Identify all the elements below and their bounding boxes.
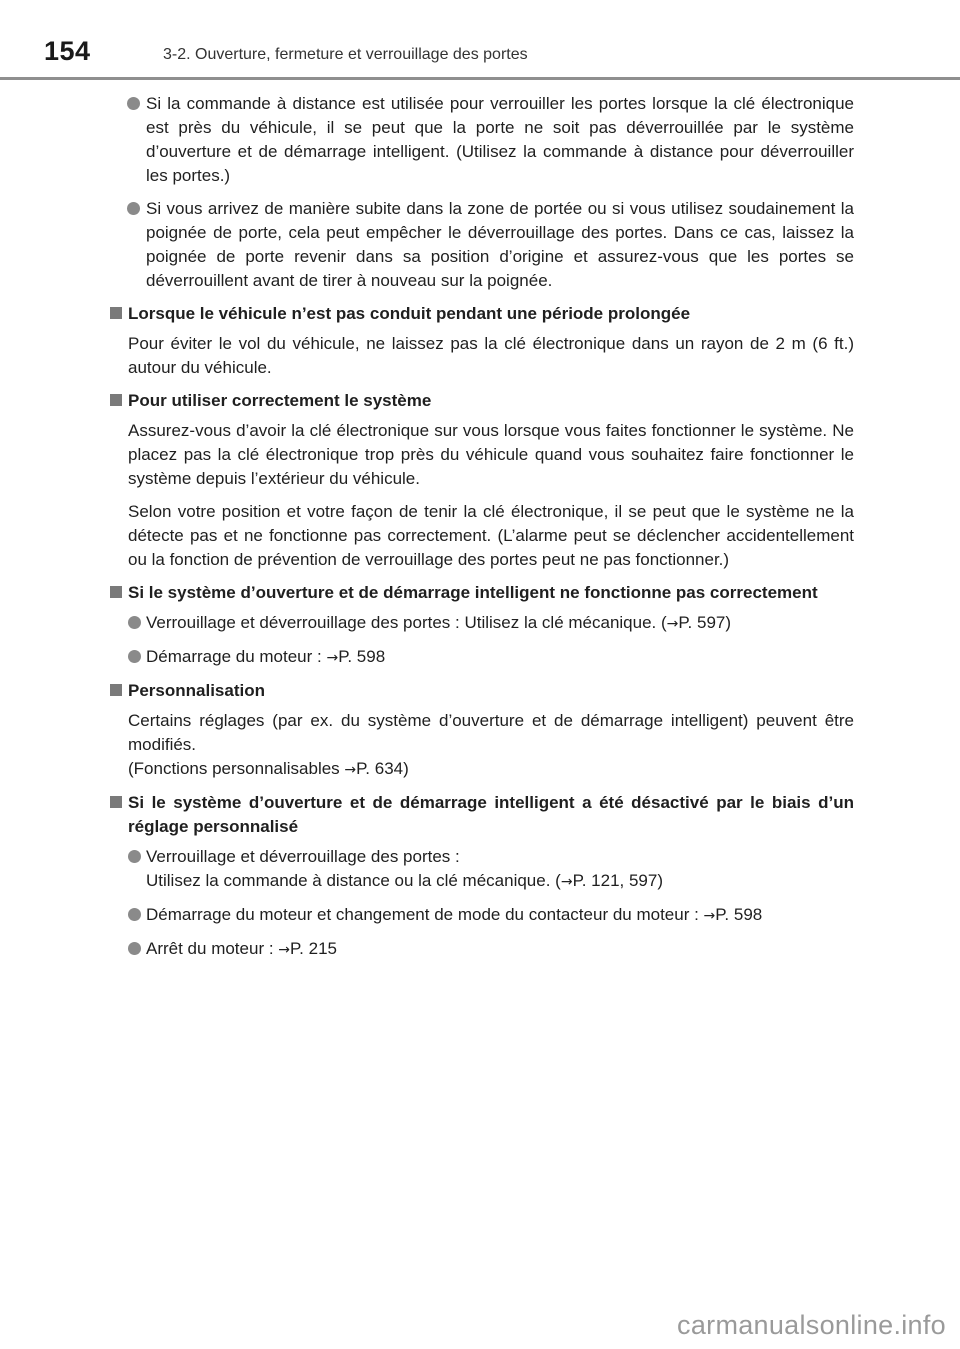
page-content bbox=[106, 92, 854, 971]
section-square-icon bbox=[110, 586, 122, 598]
section-heading bbox=[106, 389, 854, 413]
bullet-text-part: Démarrage du moteur et changement de mode du contacteur du moteur : bbox=[146, 905, 704, 924]
bullet-item bbox=[106, 92, 854, 188]
page-reference[interactable]: P. 598 bbox=[338, 647, 386, 666]
section-heading-text: Si le système d’ouverture et de démarrage intelligent a été désactivé par le biais d’un réglage personnalisé bbox=[128, 793, 854, 836]
paragraph: Pour éviter le vol du véhicule, ne laissez pas la clé électronique dans un rayon de 2 m (6 ft.) autour du véhicule. bbox=[128, 334, 854, 377]
page-reference[interactable]: P. 634) bbox=[356, 759, 409, 778]
page-reference[interactable]: P. 121, 597) bbox=[572, 871, 663, 890]
bullet-text-part: Verrouillage et déverrouillage des portes : Utilisez la clé mécanique. ( bbox=[146, 613, 667, 632]
bullet-text-part: Arrêt du moteur : bbox=[146, 939, 279, 958]
bullet-text-part: Utilisez la commande à distance ou la clé mécanique. ( bbox=[146, 871, 561, 890]
bullet-text bbox=[146, 611, 854, 636]
section-heading-text: Si le système d’ouverture et de démarrage intelligent ne fonctionne pas correctement bbox=[128, 583, 818, 602]
bullet-text-line: Verrouillage et déverrouillage des portes : bbox=[146, 847, 460, 866]
bullet-item bbox=[106, 645, 854, 670]
paragraph: Assurez-vous d’avoir la clé électronique sur vous lorsque vous faites fonctionner le système. Ne placez pas la clé électronique trop près du véhicule quand vous souhaitez faire fonctionner le système depuis l’extérieur du véhicule. bbox=[128, 421, 854, 488]
reference-text: (Fonctions personnalisables bbox=[128, 759, 345, 778]
section-square-icon bbox=[110, 796, 122, 808]
page-header bbox=[0, 0, 960, 80]
section-heading bbox=[106, 791, 854, 839]
arrow-right-icon: → bbox=[278, 942, 291, 958]
paragraph bbox=[106, 709, 854, 782]
arrow-right-icon: → bbox=[344, 762, 357, 778]
bullet-text: Si la commande à distance est utilisée pour verrouiller les portes lorsque la clé électronique est près du véhicule, il se peut que la porte ne soit pas déverrouillée par le système d’ouverture et de démarrage intelligent. (Utilisez la commande à distance pour déverrouiller les portes.) bbox=[146, 94, 854, 185]
bullet-item bbox=[106, 903, 854, 928]
section-square-icon bbox=[110, 684, 122, 696]
header-divider bbox=[0, 77, 960, 80]
bullet-dot-icon bbox=[128, 616, 141, 629]
arrow-right-icon: → bbox=[560, 874, 573, 890]
section-heading-text: Personnalisation bbox=[128, 681, 265, 700]
bullet-dot-icon bbox=[128, 908, 141, 921]
bullet-text bbox=[146, 937, 854, 962]
section-heading-text: Lorsque le véhicule n’est pas conduit pendant une période prolongée bbox=[128, 304, 691, 323]
bullet-item bbox=[106, 611, 854, 636]
bullet-text bbox=[146, 645, 854, 670]
section-heading bbox=[106, 679, 854, 703]
section-square-icon bbox=[110, 307, 122, 319]
arrow-right-icon: → bbox=[703, 908, 716, 924]
page-reference[interactable]: P. 597) bbox=[678, 613, 732, 632]
paragraph: Selon votre position et votre façon de tenir la clé électronique, il se peut que le système ne la détecte pas et ne fonctionne pas correctement. (L’alarme peut se déclencher accidentellement ou la fonction de prévention de verrouillage des portes peut ne pas fonctionner.) bbox=[128, 502, 854, 569]
section-heading-text: Pour utiliser correctement le système bbox=[128, 391, 432, 410]
page-reference[interactable]: P. 598 bbox=[715, 905, 763, 924]
paragraph-text: Certains réglages (par ex. du système d’ouverture et de démarrage intelligent) peuvent être modifiés. bbox=[128, 711, 854, 754]
bullet-dot-icon bbox=[127, 202, 140, 215]
bullet-dot-icon bbox=[127, 97, 140, 110]
section-heading bbox=[106, 302, 854, 326]
page-reference[interactable]: P. 215 bbox=[290, 939, 337, 958]
bullet-item bbox=[106, 937, 854, 962]
bullet-item bbox=[106, 197, 854, 293]
watermark: carmanualsonline.info bbox=[677, 1310, 946, 1340]
chapter-title: 3-2. Ouverture, fermeture et verrouillage des portes bbox=[163, 46, 528, 63]
bullet-dot-icon bbox=[128, 942, 141, 955]
arrow-right-icon: → bbox=[666, 616, 679, 632]
bullet-text bbox=[146, 903, 854, 928]
bullet-dot-icon bbox=[128, 850, 141, 863]
reference-line bbox=[128, 757, 854, 782]
section-square-icon bbox=[110, 394, 122, 406]
bullet-text: Si vous arrivez de manière subite dans la zone de portée ou si vous utilisez soudainement la poignée de porte, cela peut empêcher le déverrouillage des portes. Dans ce cas, laissez la poignée de porte revenir dans sa position d’origine et assurez-vous que les portes se déverrouillent avant de tirer à nouveau sur la poignée. bbox=[146, 199, 854, 290]
bullet-text-part: Démarrage du moteur : bbox=[146, 647, 327, 666]
section-heading bbox=[106, 581, 854, 605]
bullet-text bbox=[146, 845, 854, 894]
bullet-dot-icon bbox=[128, 650, 141, 663]
bullet-item bbox=[106, 845, 854, 894]
arrow-right-icon: → bbox=[326, 650, 339, 666]
page-number: 154 bbox=[44, 36, 91, 66]
